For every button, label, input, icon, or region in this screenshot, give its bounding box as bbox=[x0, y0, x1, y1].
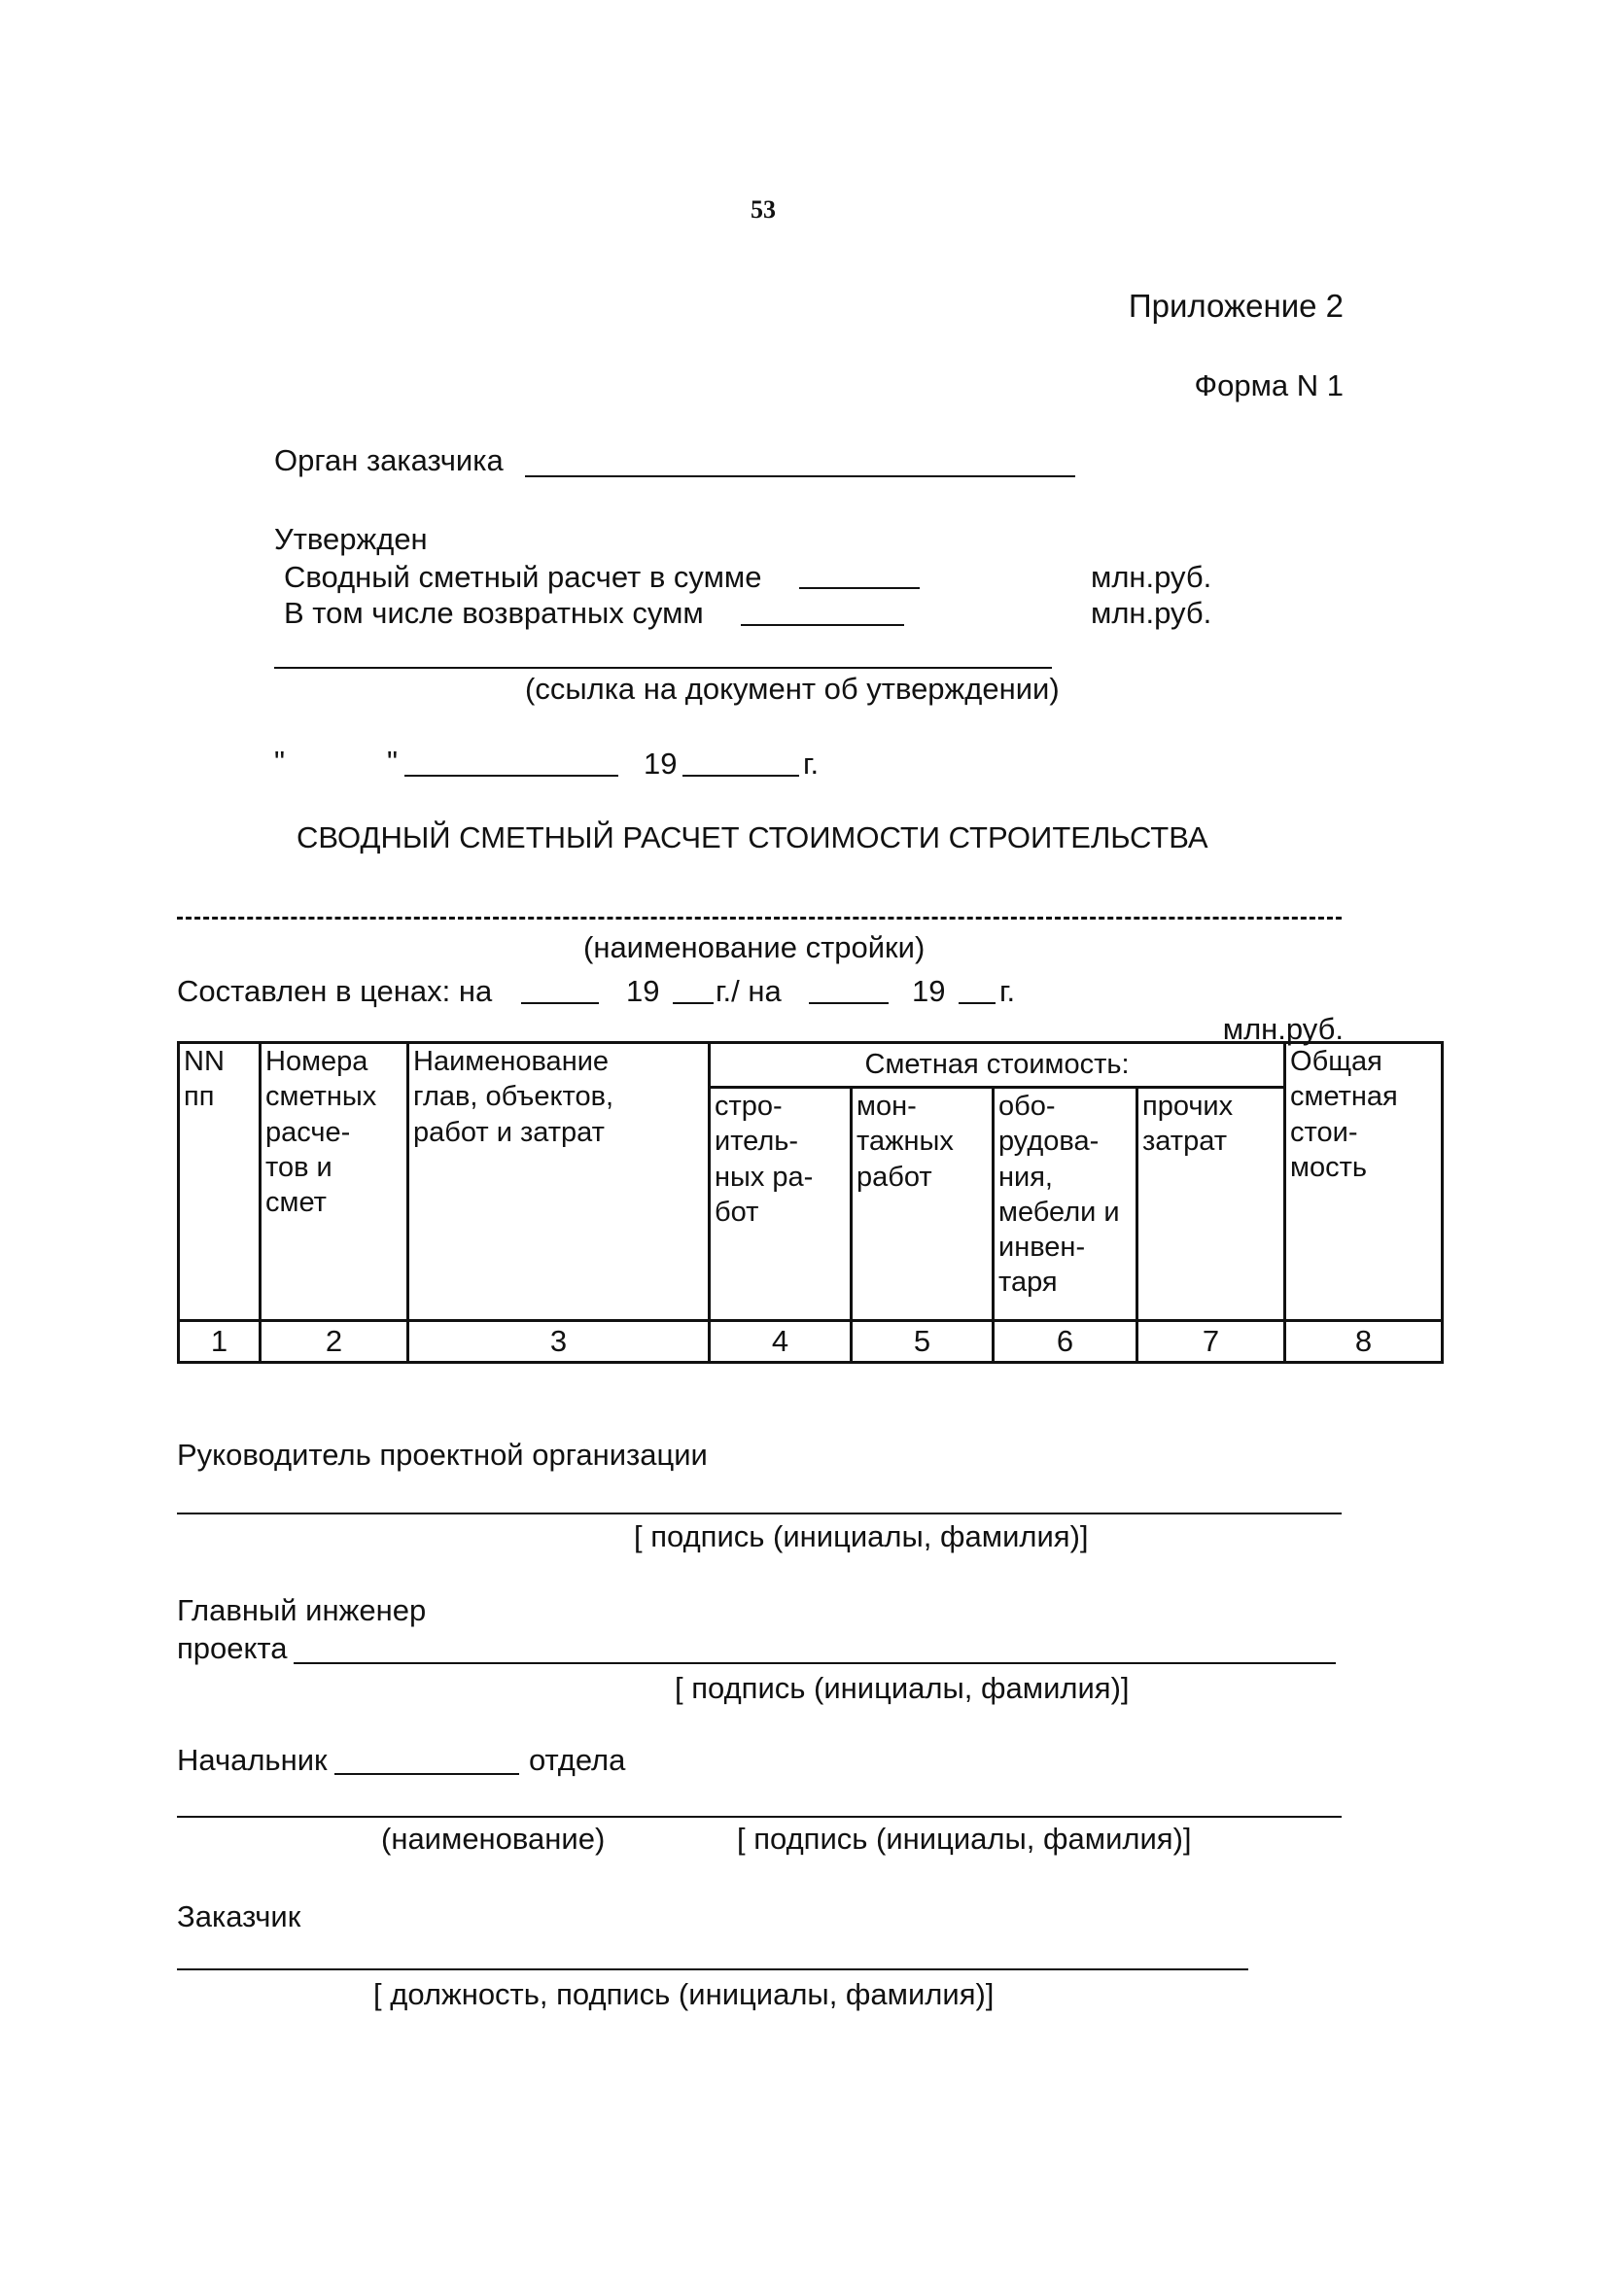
header-construction-works: стро- итель- ных ра- бот bbox=[710, 1088, 852, 1321]
dept-head-label: Начальник bbox=[177, 1743, 328, 1777]
prices-year2-field bbox=[959, 1002, 996, 1004]
customer-org-label: Орган заказчика bbox=[274, 443, 504, 477]
prices-date1-field bbox=[521, 1002, 599, 1004]
page-number: 53 bbox=[751, 195, 776, 224]
date-day-month-field bbox=[404, 775, 618, 777]
form-number: Форма N 1 bbox=[1194, 368, 1344, 402]
column-number: 6 bbox=[994, 1321, 1137, 1363]
prices-label: Составлен в ценах: на bbox=[177, 974, 493, 1008]
header-nn: NN пп bbox=[179, 1043, 261, 1321]
date-quote-close: " bbox=[387, 745, 399, 779]
head-label: Руководитель проектной организации bbox=[177, 1438, 708, 1472]
prices-year2: 19 bbox=[912, 974, 946, 1008]
header-other-costs: прочих затрат bbox=[1137, 1088, 1285, 1321]
customer-sign-field bbox=[177, 1968, 1248, 1970]
column-number: 2 bbox=[261, 1321, 408, 1363]
head-sign-field bbox=[177, 1513, 1342, 1514]
column-number: 8 bbox=[1285, 1321, 1443, 1363]
header-estimate-numbers: Номера сметных расче- тов и смет bbox=[261, 1043, 408, 1321]
date-year-suffix: г. bbox=[803, 747, 820, 781]
dept-name-caption: (наименование) bbox=[381, 1822, 606, 1856]
total-sum-field bbox=[799, 587, 920, 589]
main-title: СВОДНЫЙ СМЕТНЫЙ РАСЧЕТ СТОИМОСТИ СТРОИТЕЛЬСТВА bbox=[297, 820, 1208, 854]
refund-field bbox=[741, 624, 904, 626]
customer-label: Заказчик bbox=[177, 1899, 301, 1933]
chief-engineer-caption: [ подпись (инициалы, фамилия)] bbox=[675, 1671, 1130, 1705]
dept-label: отдела bbox=[529, 1743, 626, 1777]
chief-engineer-label: Главный инженер bbox=[177, 1593, 427, 1627]
estimate-table bbox=[177, 1041, 1444, 1364]
column-number: 1 bbox=[179, 1321, 261, 1363]
head-caption: [ подпись (инициалы, фамилия)] bbox=[634, 1519, 1089, 1553]
chief-engineer-label-2: проекта bbox=[177, 1631, 288, 1665]
project-name-field bbox=[177, 917, 1342, 920]
date-quote-open: " bbox=[274, 745, 286, 779]
header-name: Наименование глав, объектов, работ и затрат bbox=[408, 1043, 710, 1321]
total-sum-unit: млн.руб. bbox=[1091, 560, 1212, 594]
approval-doc-field bbox=[274, 667, 1052, 669]
table-unit: млн.руб. bbox=[1222, 1012, 1344, 1046]
chief-engineer-sign-field bbox=[294, 1662, 1336, 1664]
refund-unit: млн.руб. bbox=[1091, 596, 1212, 630]
column-number: 3 bbox=[408, 1321, 710, 1363]
prices-date2-field bbox=[809, 1002, 889, 1004]
prices-year1-field bbox=[673, 1002, 714, 1004]
prices-mid: г./ на bbox=[716, 974, 782, 1008]
refund-label: В том числе возвратных сумм bbox=[284, 596, 704, 630]
customer-caption: [ должность, подпись (инициалы, фамилия)] bbox=[373, 1977, 995, 2011]
header-estimated-cost: Сметная стоимость: bbox=[710, 1043, 1285, 1088]
column-number: 4 bbox=[710, 1321, 852, 1363]
approval-doc-caption: (ссылка на документ об утверждении) bbox=[525, 672, 1060, 706]
customer-org-field bbox=[525, 475, 1075, 477]
header-total-cost: Общая сметная стои- мость bbox=[1285, 1043, 1443, 1321]
dept-head-field bbox=[334, 1773, 519, 1775]
dept-sign-field bbox=[177, 1816, 1342, 1818]
date-year-prefix: 19 bbox=[644, 747, 678, 781]
approved-label: Утвержден bbox=[274, 522, 428, 556]
column-number: 5 bbox=[852, 1321, 994, 1363]
date-year-field bbox=[682, 775, 799, 777]
project-name-caption: (наименование стройки) bbox=[583, 930, 926, 964]
prices-year1: 19 bbox=[626, 974, 660, 1008]
prices-end: г. bbox=[999, 974, 1016, 1008]
dept-sign-caption: [ подпись (инициалы, фамилия)] bbox=[737, 1822, 1192, 1856]
appendix-label: Приложение 2 bbox=[1128, 288, 1344, 324]
header-equipment: обо- рудова- ния, мебели и инвен- таря bbox=[994, 1088, 1137, 1321]
header-installation-works: мон- тажных работ bbox=[852, 1088, 994, 1321]
column-number: 7 bbox=[1137, 1321, 1285, 1363]
total-sum-label: Сводный сметный расчет в сумме bbox=[284, 560, 762, 594]
